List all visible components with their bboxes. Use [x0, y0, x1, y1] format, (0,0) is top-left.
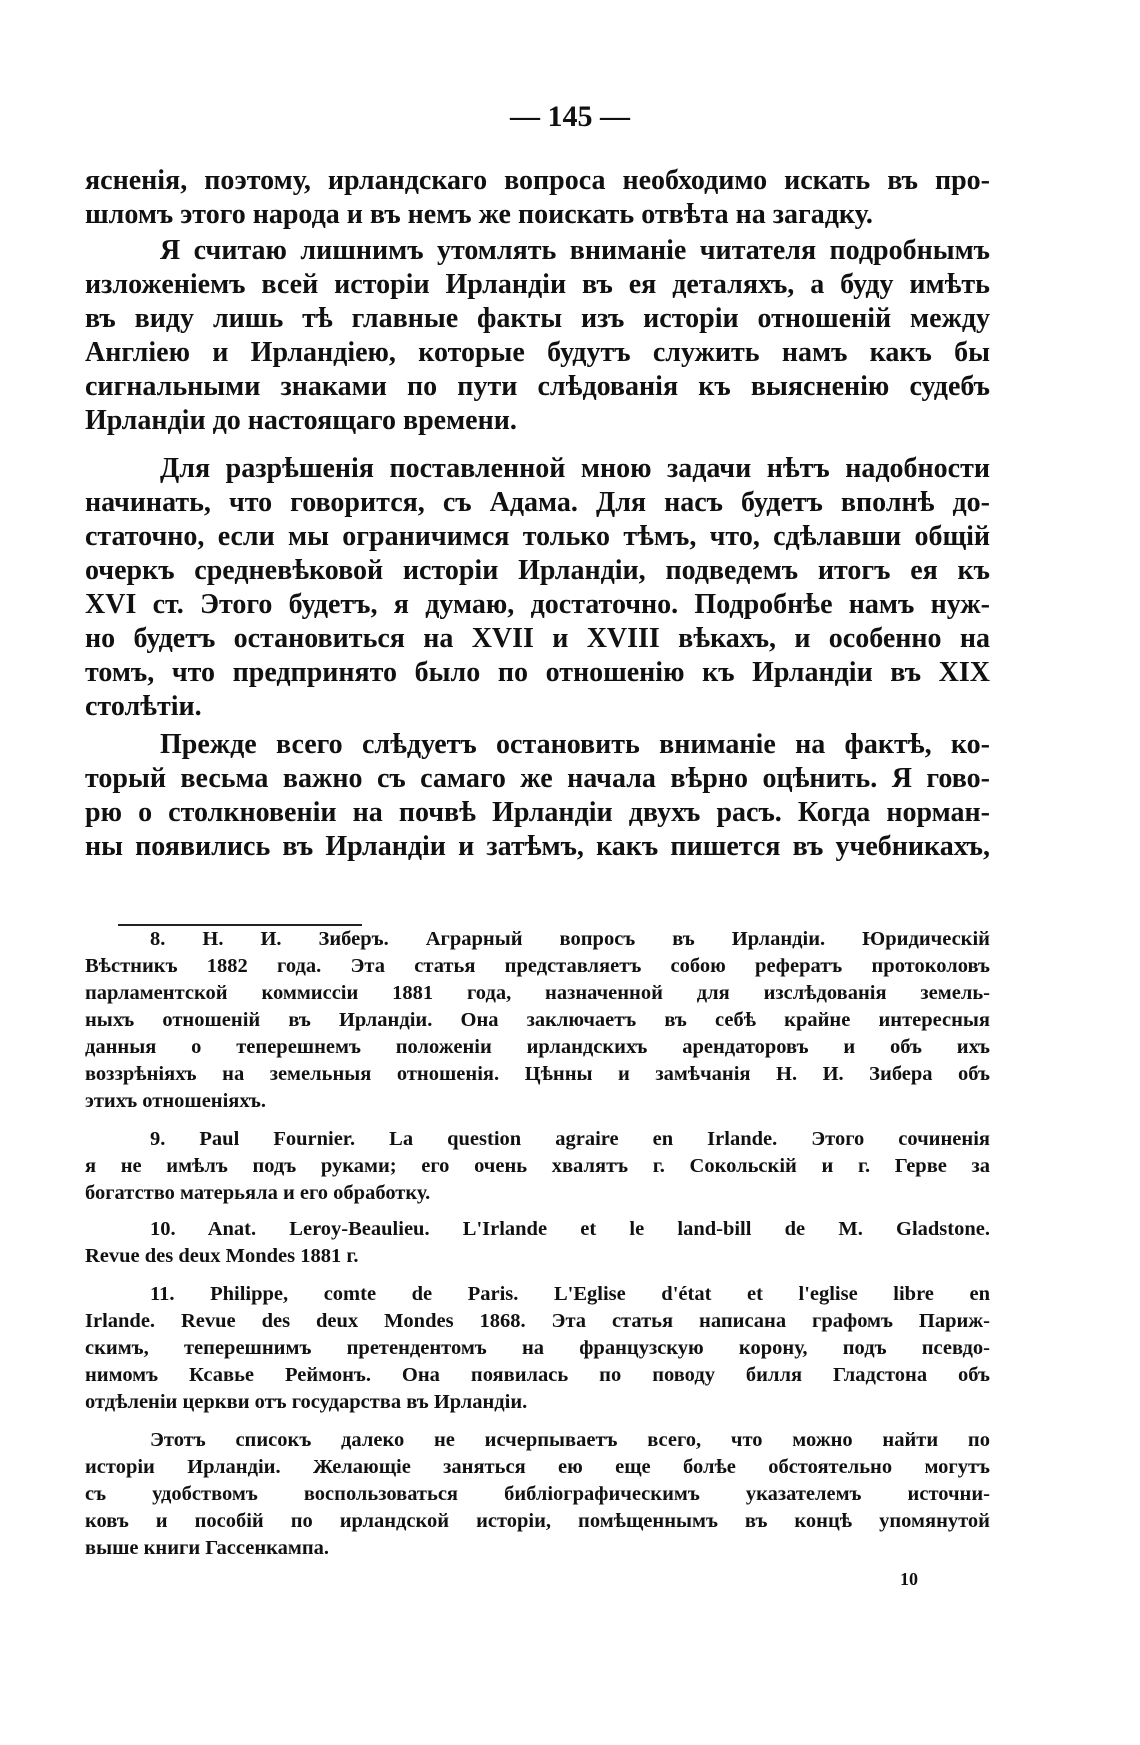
footnote-line: исторіи Ирландіи. Желающіе заняться ею еще болѣе обстоятельно могутъ	[85, 1456, 990, 1478]
text-line: Ирландіи до настоящаго времени.	[85, 405, 517, 436]
text-line: изложеніемъ всей исторіи Ирландіи въ ея деталяхъ, а буду имѣть	[85, 269, 990, 300]
text-line: сигнальными знаками по пути слѣдованія къ выясненію судебъ	[85, 371, 990, 402]
footnote-line: съ удобствомъ воспользоваться библіографическимъ указателемъ источни-	[85, 1483, 990, 1505]
footnote-line: нимомъ Ксавье Реймонъ. Она появилась по поводу билля Гладстона объ	[85, 1364, 990, 1386]
footnote-line: Irlande. Revue des deux Mondes 1868. Эта статья написана графомъ Париж-	[85, 1310, 990, 1332]
footnote-line: воззрѣніяхъ на земельныя отношенія. Цѣнны и замѣчанія Н. И. Зибера объ	[85, 1063, 990, 1085]
text-line: статочно, если мы ограничимся только тѣмъ, что, сдѣлавши общій	[85, 521, 990, 552]
footnote-line: Revue des deux Mondes 1881 г.	[85, 1245, 359, 1267]
text-line: Я считаю лишнимъ утомлять вниманіе читателя подробнымъ	[160, 235, 990, 266]
footnote-line: богатство матерьяла и его обработку.	[85, 1182, 431, 1204]
text-line: ны появились въ Ирландіи и затѣмъ, какъ пишется въ учебникахъ,	[85, 831, 990, 862]
text-line: очеркъ средневѣковой исторіи Ирландіи, подведемъ итогъ ея къ	[85, 555, 990, 586]
footnote-line: я не имѣлъ подъ руками; его очень хвалятъ г. Сокольскій и г. Герве за	[85, 1155, 990, 1177]
text-line: Прежде всего слѣдуетъ остановить вниманіе на фактѣ, ко-	[160, 729, 990, 760]
footnote-line: 9. Paul Fournier. La question agraire en Irlande. Этого сочиненія	[150, 1128, 990, 1150]
text-line: XVI ст. Этого будетъ, я думаю, достаточно. Подробнѣе намъ нуж-	[85, 589, 990, 620]
footnote-line: 11. Philippe, comte de Paris. L'Eglise d'état et l'eglise libre en	[150, 1283, 990, 1305]
footnote-line: Этотъ списокъ далеко не исчерпываетъ всего, что можно найти по	[150, 1429, 990, 1451]
footnote-line: отдѣленіи церкви отъ государства въ Ирландіи.	[85, 1391, 528, 1413]
text-line: столѣтіи.	[85, 691, 202, 722]
text-line: торый весьма важно съ самаго же начала вѣрно оцѣнить. Я гово-	[85, 763, 990, 794]
text-line: начинать, что говорится, съ Адама. Для насъ будетъ вполнѣ до-	[85, 487, 990, 518]
footnote-line: этихъ отношеніяхъ.	[85, 1090, 266, 1112]
text-line: Для разрѣшенія поставленной мною задачи нѣтъ надобности	[160, 453, 990, 484]
text-line: но будетъ остановиться на XVII и XVIII вѣкахъ, и особенно на	[85, 623, 990, 654]
text-line: томъ, что предпринято было по отношенію къ Ирландіи въ XIX	[85, 657, 990, 688]
footnote-line: Вѣстникъ 1882 года. Эта статья представляетъ собою рефератъ протоколовъ	[85, 955, 990, 977]
footnote-line: 8. Н. И. Зиберъ. Аграрный вопросъ въ Ирландіи. Юридическій	[150, 928, 990, 950]
footnote-line: 10. Anat. Leroy-Beaulieu. L'Irlande et le land-bill de M. Gladstone.	[150, 1218, 990, 1240]
text-line: Англіею и Ирландіею, которые будутъ служить намъ какъ бы	[85, 337, 990, 368]
footnote-line: парламентской коммиссіи 1881 года, назначенной для изслѣдованія земель-	[85, 982, 990, 1004]
footnote-line: скимъ, теперешнимъ претендентомъ на французскую корону, подъ псевдо-	[85, 1337, 990, 1359]
text-line: въ виду лишь тѣ главные факты изъ исторіи отношеній между	[85, 303, 990, 334]
footnote-line: выше книги Гассенкампа.	[85, 1537, 330, 1559]
page-number: — 145 —	[510, 100, 630, 133]
footnote-line: данныя о теперешнемъ положеніи ирландскихъ арендаторовъ и объ ихъ	[85, 1036, 990, 1058]
signature-mark: 10	[900, 1569, 918, 1589]
footnote-divider	[118, 924, 362, 926]
text-line: шломъ этого народа и въ немъ же поискать отвѣта на загадку.	[85, 199, 873, 230]
footnote-line: ковъ и пособій по ирландской исторіи, помѣщеннымъ въ концѣ упомянутой	[85, 1510, 990, 1532]
footnote-line: ныхъ отношеній въ Ирландіи. Она заключаетъ въ себѣ крайне интересныя	[85, 1009, 990, 1031]
text-line: ясненія, поэтому, ирландскаго вопроса необходимо искать въ про-	[85, 165, 990, 196]
text-line: рю о столкновеніи на почвѣ Ирландіи двухъ расъ. Когда норман-	[85, 797, 990, 828]
